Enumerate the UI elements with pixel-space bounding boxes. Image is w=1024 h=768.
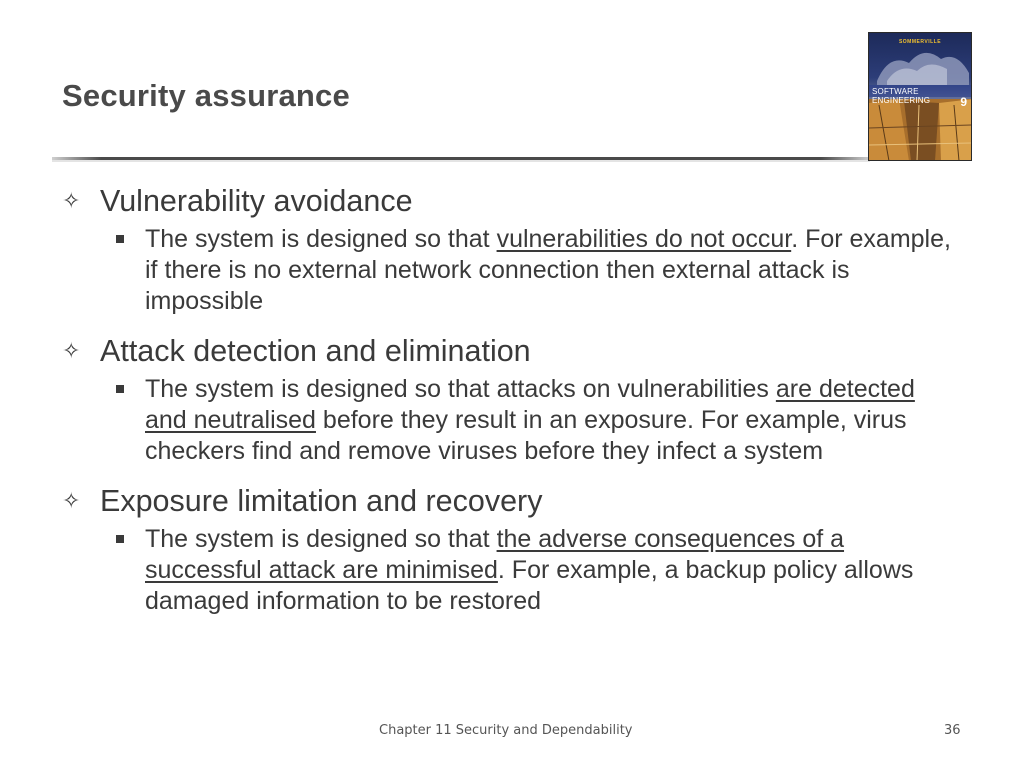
heading-exposure-limitation	[62, 481, 962, 521]
book-cover-image	[868, 32, 972, 161]
bullet-text-after: . For example, a backup policy allows damaged information to be restored	[145, 556, 914, 615]
bullet-text-before: The system is designed so that	[145, 225, 497, 253]
heading-attack-detection	[62, 331, 962, 371]
four-point-star-bullet-icon: ✧	[62, 189, 81, 214]
bullet-text-after: . For example, if there is no external network connection then external attack is impossible	[145, 225, 951, 315]
bullet-text-before: The system is designed so that attacks on vulnerabilities	[145, 375, 776, 403]
bullet-vulnerability-avoidance	[62, 224, 962, 317]
bullet-attack-detection	[62, 374, 962, 467]
square-bullet-icon	[116, 535, 124, 543]
book-cover-title: SOFTWARE ENGINEERING	[872, 87, 931, 105]
bullet-text-underlined: are detected and neutralised	[145, 375, 915, 434]
book-cover-edition: 9	[960, 95, 967, 109]
slide-title: Security assurance	[62, 78, 350, 113]
heading-text: Vulnerability avoidance	[100, 184, 413, 218]
bullet-text-before: The system is designed so that	[145, 525, 497, 553]
title-divider-shadow	[52, 160, 870, 162]
heading-vulnerability-avoidance	[62, 181, 962, 221]
heading-text: Attack detection and elimination	[100, 334, 531, 368]
footer-chapter-label: Chapter 11 Security and Dependability	[379, 723, 633, 738]
square-bullet-icon	[116, 235, 124, 243]
bullet-text-underlined: the adverse consequences of a successful attack are minimised	[145, 525, 845, 584]
slide-content	[62, 181, 962, 631]
four-point-star-bullet-icon: ✧	[62, 489, 81, 514]
book-cover-author: SOMMERVILLE	[898, 39, 942, 45]
four-point-star-bullet-icon: ✧	[62, 339, 81, 364]
bullet-text-underlined: vulnerabilities do not occur	[496, 225, 792, 253]
heading-text: Exposure limitation and recovery	[100, 484, 543, 518]
page-number: 36	[944, 723, 961, 738]
bullet-exposure-limitation	[62, 524, 962, 617]
bullet-text-after: before they result in an exposure. For example, virus checkers find and remove viruses before they infect a system	[145, 406, 907, 465]
square-bullet-icon	[116, 385, 124, 393]
